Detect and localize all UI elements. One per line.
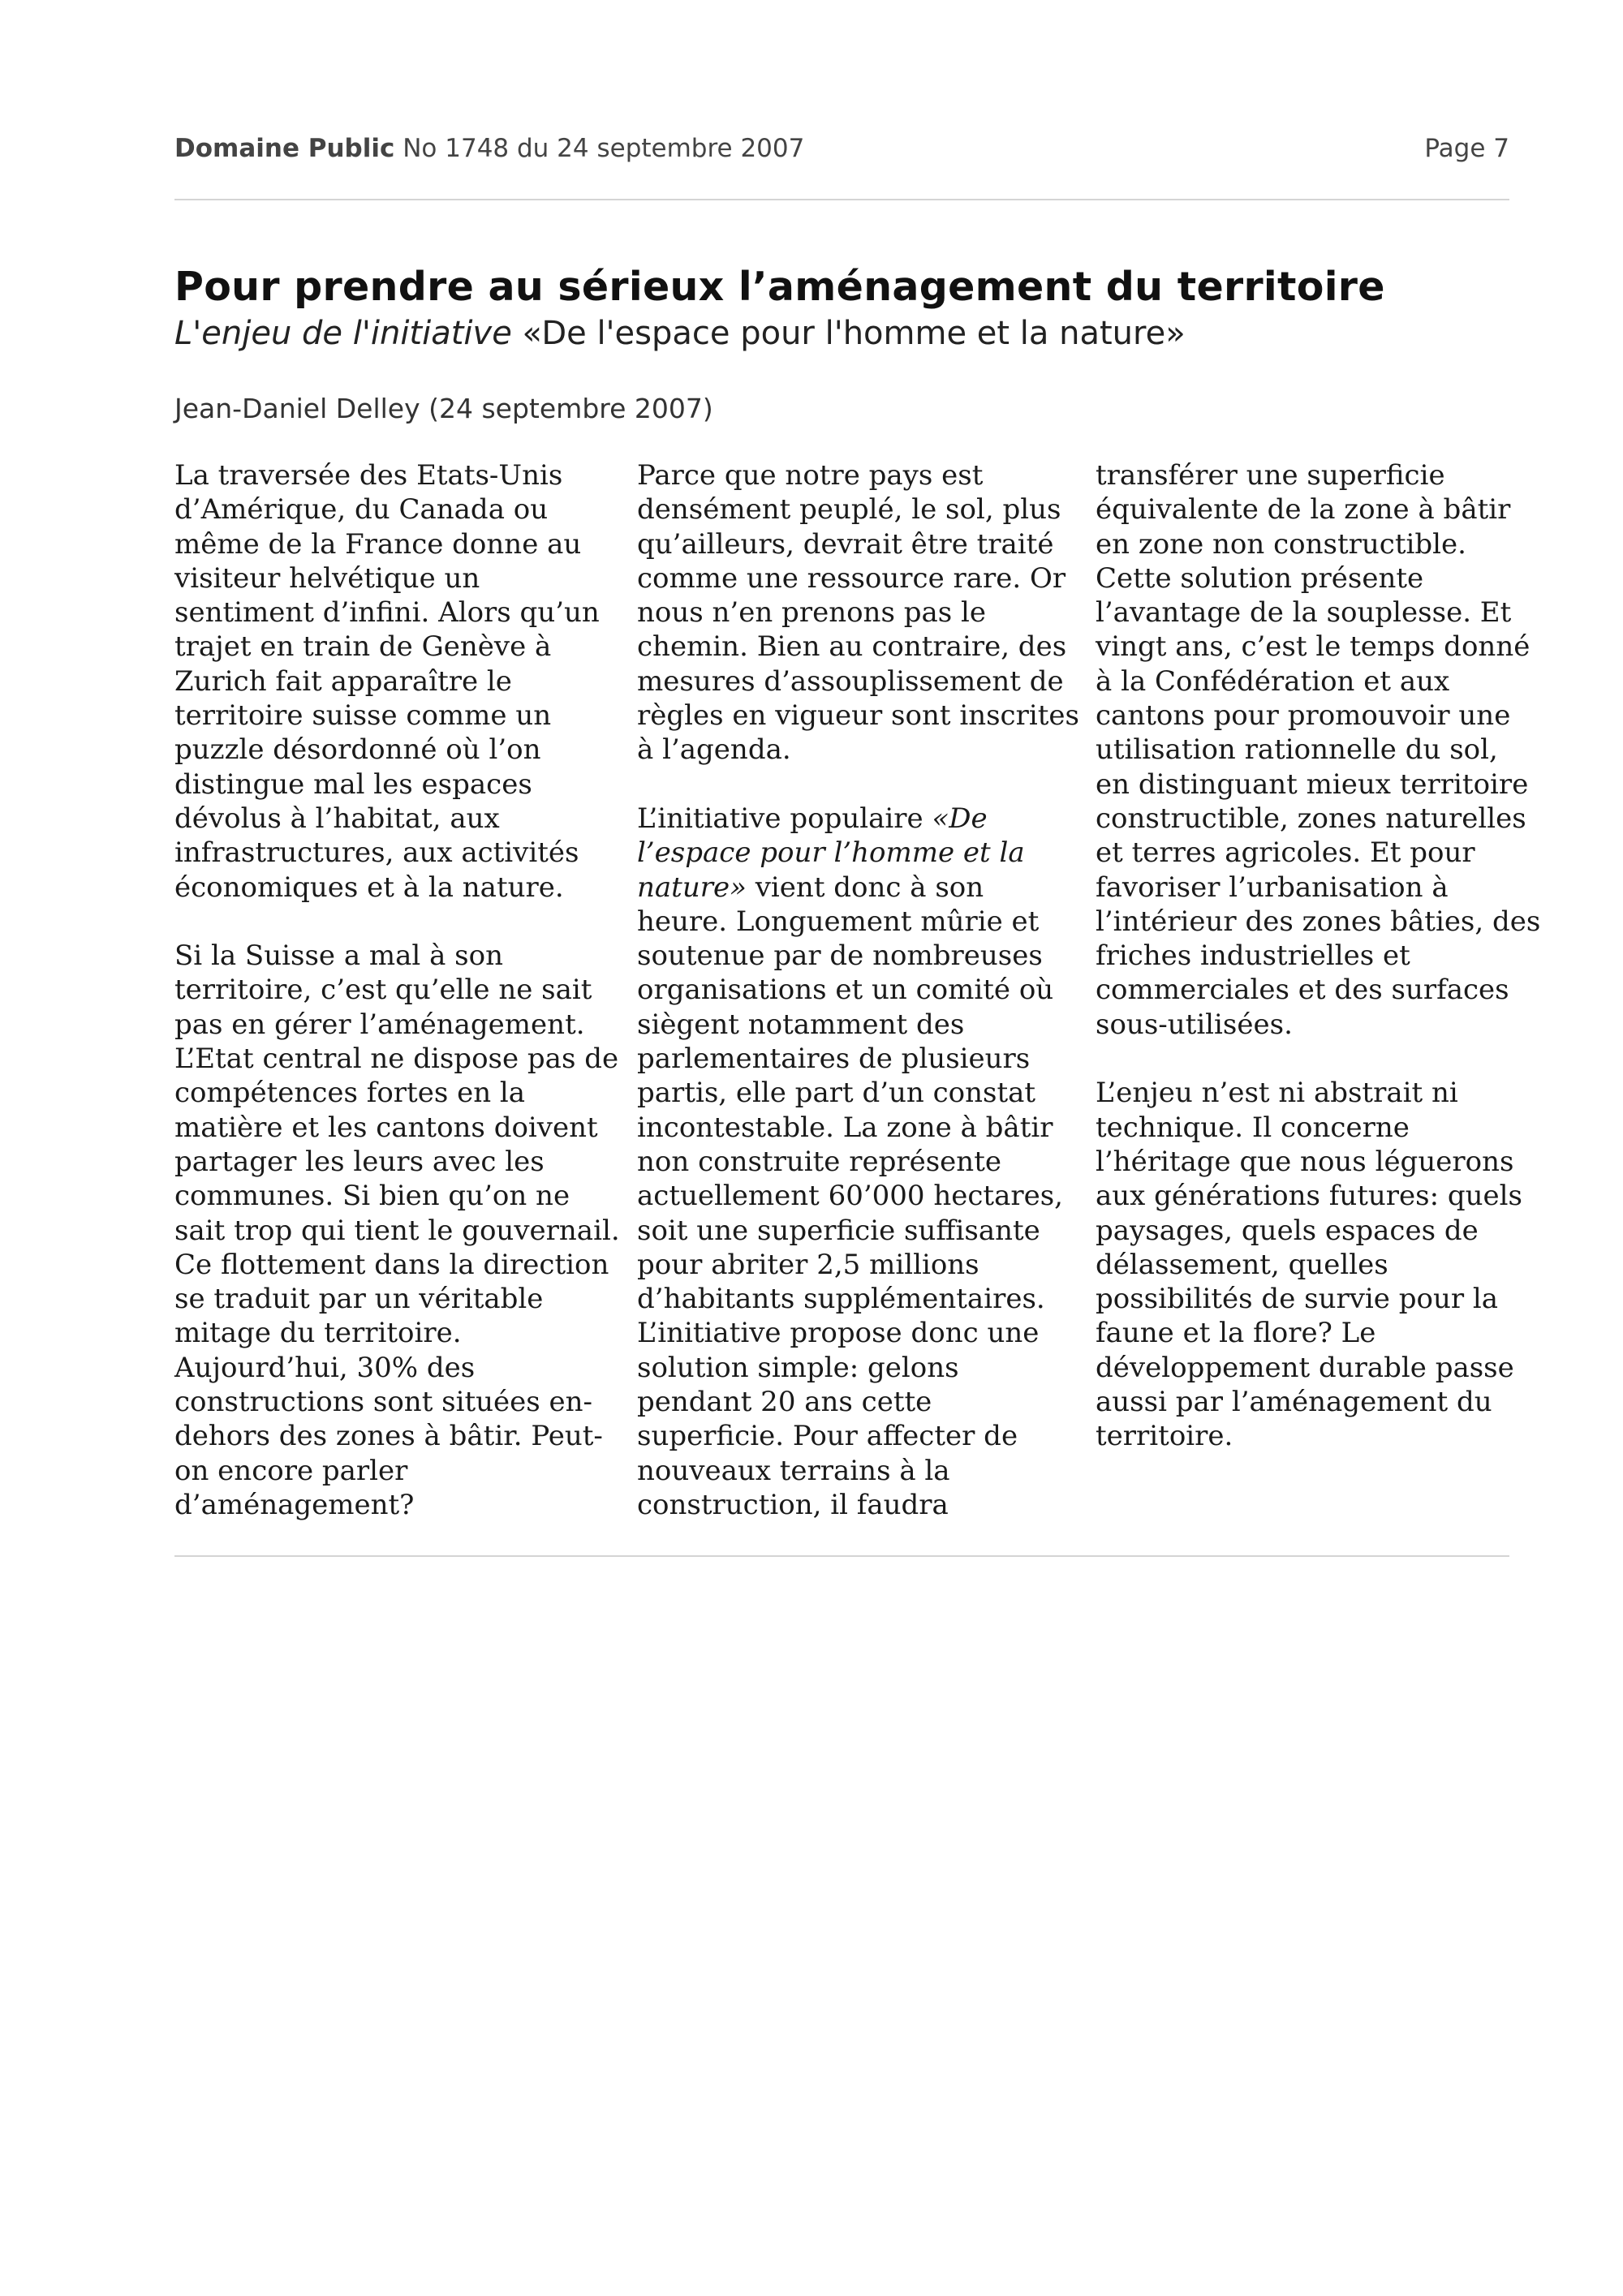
text-line: économiques et à la nature. [174,871,564,904]
text-line [637,871,1075,905]
text-line: compétences fortes en la [174,1077,526,1110]
text-line: pour abriter 2,5 millions [637,1248,979,1281]
text-line: pendant 20 ans cette [637,1386,932,1419]
text-line: d’Amérique, du Canada ou [174,493,549,527]
text-line: technique. Il concerne [1096,1111,1410,1144]
text-line: qu’ailleurs, devrait être traité [637,527,1054,561]
text-line: paysages, quels espaces de [1096,1214,1479,1247]
text-line: non construite représente [637,1145,1001,1178]
publication-name: Domaine Public [174,134,395,163]
text-line: L’enjeu n’est ni abstrait ni [1096,1077,1458,1110]
text-line: aux générations futures: quels [1096,1180,1522,1213]
text-line: parlementaires de plusieurs [637,1043,1031,1076]
paragraph-gap [174,905,613,939]
paragraph [174,458,613,905]
text-line: territoire suisse comme un [174,699,552,733]
text-line: siègent notamment des [637,1008,965,1041]
text-line: équivalente de la zone à bâtir [1096,493,1511,527]
text-line: l’avantage de la souplesse. Et [1096,596,1512,630]
text-line: heure. Longuement mûrie et [637,905,1040,938]
text-line: favoriser l’urbanisation à [1096,871,1449,904]
subtitle-emphasis: L'enjeu de l'initiative [174,315,512,352]
text-line: l’héritage que nous léguerons [1096,1145,1514,1178]
text-line: Parce que notre pays est [637,459,984,492]
text-line: soit une superficie suffisante [637,1214,1040,1247]
text-line: matière et les cantons doivent [174,1111,598,1144]
text-line: visiteur helvétique un [174,561,480,595]
text-line: règles en vigueur sont inscrites [637,699,1079,733]
text-line: nous n’en prenons pas le [637,596,986,630]
text-line: partis, elle part d’un constat [637,1077,1036,1110]
article-subtitle [174,315,1522,352]
text-line: constructible, zones naturelles [1096,802,1526,835]
text-line: transférer une superficie [1096,459,1445,492]
text-line: trajet en train de Genève à [174,630,552,664]
article-column-2 [637,458,1079,1522]
text-line: chemin. Bien au contraire, des [637,630,1067,664]
initiative-title-emphasis: l’espace pour l’homme et la [637,836,1025,870]
text-line: en zone non constructible. [1096,527,1466,561]
text-line: à la Confédération et aux [1096,664,1450,698]
text-line: sait trop qui tient le gouvernail. [174,1214,620,1247]
initiative-title-emphasis: nature» [637,871,747,904]
text-line: Cette solution présente [1096,561,1424,595]
text-line: Zurich fait apparaître le [174,664,512,698]
text-line: aussi par l’aménagement du [1096,1386,1492,1419]
text-line: territoire. [1096,1420,1233,1453]
text-line: L’initiative propose donc une [637,1317,1040,1350]
article-column-1 [174,458,620,1522]
paragraph [174,939,620,1522]
text-line: La traversée des Etats-Unis [174,459,563,492]
text-line: à l’agenda. [637,733,791,767]
text-line [637,802,1075,836]
text-line: territoire, c’est qu’elle ne sait [174,974,592,1007]
text-line: Si la Suisse a mal à son [174,939,503,973]
page-number: Page 7 [1424,134,1509,163]
text-line: d’habitants supplémentaires. [637,1283,1045,1316]
text-line: L’Etat central ne dispose pas de [174,1043,619,1076]
paragraph [1096,458,1541,1042]
text-line: organisations et un comité où [637,974,1054,1007]
text-line: d’aménagement? [174,1488,415,1521]
text-line: délassement, quelles [1096,1248,1388,1281]
footer-divider [174,1555,1509,1557]
paragraph-gap [1096,1042,1534,1076]
subtitle-text: «De l'espace pour l'homme et la nature» [511,315,1186,352]
paragraph [637,905,1075,1522]
text-line: construction, il faudra [637,1488,949,1521]
article-title: Pour prendre au sérieux l’aménagement du territoire [174,264,1385,310]
text-line: Ce flottement dans la direction [174,1248,609,1281]
text-line: partager les leurs avec les [174,1145,545,1178]
text-line: en distinguant mieux territoire [1096,767,1529,801]
text-line: comme une ressource rare. Or [637,561,1066,595]
text-line: mesures d’assouplissement de [637,664,1064,698]
text-line: soutenue par de nombreuses [637,939,1043,973]
text-line: sentiment d’infini. Alors qu’un [174,596,600,630]
paragraph-gap [637,767,1075,802]
text-line: faune et la flore? Le [1096,1317,1376,1350]
text-line: constructions sont situées en- [174,1386,593,1419]
issue-info: No 1748 du 24 septembre 2007 [403,134,805,163]
text-line: puzzle désordonné où l’on [174,733,541,767]
text-line: dévolus à l’habitat, aux [174,802,500,835]
text-line: se traduit par un véritable [174,1283,544,1316]
text-line: superficie. Pour affecter de [637,1420,1018,1453]
text-line: solution simple: gelons [637,1351,959,1384]
text-line: nouveaux terrains à la [637,1454,950,1487]
text-line: sous-utilisées. [1096,1008,1293,1041]
text-line: densément peuplé, le sol, plus [637,493,1061,527]
text-line: on encore parler [174,1454,408,1487]
text-line: cantons pour promouvoir une [1096,699,1511,733]
text-line: infrastructures, aux activités [174,836,579,870]
text-line: friches industrielles et [1096,939,1410,973]
text-line: développement durable passe [1096,1351,1514,1384]
paragraph [1096,1076,1534,1453]
byline: Jean-Daniel Delley (24 septembre 2007) [174,393,713,424]
paragraph [637,458,1079,767]
text-line: distingue mal les espaces [174,767,532,801]
text-line: utilisation rationnelle du sol, [1096,733,1498,767]
text-line: pas en gérer l’aménagement. [174,1008,585,1041]
text-line: l’intérieur des zones bâties, des [1096,905,1541,938]
header-divider [174,199,1509,200]
text-line: Aujourd’hui, 30% des [174,1351,476,1384]
page-header [174,134,1509,174]
text-line: possibilités de survie pour la [1096,1283,1499,1316]
article-column-3 [1096,458,1541,1454]
text-line: même de la France donne au [174,527,582,561]
text-line: actuellement 60’000 hectares, [637,1180,1063,1213]
text-line: communes. Si bien qu’on ne [174,1180,570,1213]
text-line: et terres agricoles. Et pour [1096,836,1475,870]
text-run: vient donc à son [746,871,984,904]
text-line: vingt ans, c’est le temps donné [1096,630,1530,664]
initiative-title-emphasis: «De [932,802,988,835]
text-line: mitage du territoire. [174,1317,462,1350]
text-line: incontestable. La zone à bâtir [637,1111,1053,1144]
text-line: commerciales et des surfaces [1096,974,1509,1007]
text-line: dehors des zones à bâtir. Peut- [174,1420,603,1453]
text-run: L’initiative populaire [637,802,932,835]
